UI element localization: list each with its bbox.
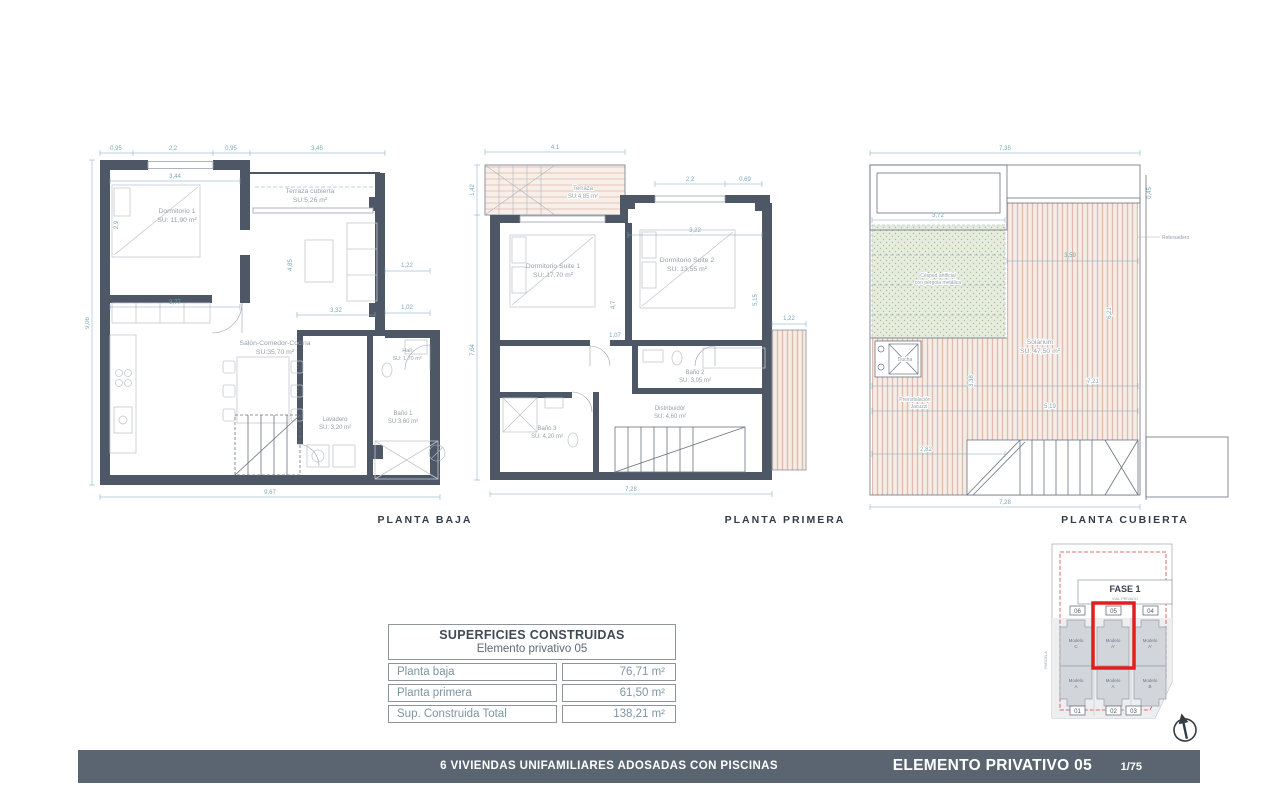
fase-label: FASE 1 <box>1109 584 1141 594</box>
room-area-bano1: SU:3,60 m² <box>387 419 419 425</box>
dim-label: 3,32 <box>330 308 342 314</box>
dim-label: 4,1 <box>550 145 560 151</box>
fase-sublabel: VIAL PRIVADO <box>1112 597 1138 601</box>
room-label-solarium: Solárium <box>1026 339 1054 346</box>
unit-number: 05 <box>1110 609 1117 615</box>
room-area-lavadero: SU: 3,20 m² <box>318 425 352 431</box>
table-row <box>388 705 676 723</box>
footer-sheet-title: ELEMENTO PRIVATIVO 05 <box>892 757 1092 774</box>
dim-label: 9,06 <box>85 317 91 329</box>
dim-label: 7,35 <box>999 146 1011 152</box>
dim-label: 3,38 <box>969 375 975 387</box>
dim-label: 0,95 <box>110 146 122 152</box>
unit-number: 03 <box>1130 709 1137 715</box>
dim-label: 3,45 <box>311 146 323 152</box>
surfaces-table <box>388 624 676 723</box>
room-area-dormitorio1: SU: 11,90 m² <box>157 217 197 224</box>
surfaces-table-title: SUPERFICIES CONSTRUIDAS <box>439 628 625 642</box>
room-area-distribuidor: SU: 4,60 m² <box>653 414 687 420</box>
model-word: Modelo <box>1105 638 1121 643</box>
plan-title-baja: PLANTA BAJA <box>377 514 473 526</box>
model-letter: B <box>1148 684 1152 689</box>
plan-title-primera: PLANTA PRIMERA <box>724 514 846 526</box>
room-label-bano3: Baño 3 <box>537 426 557 432</box>
surfaces-table-subtitle: Elemento privativo 05 <box>476 643 588 655</box>
room-area-terraza1p: SU:4,85 m² <box>567 194 599 200</box>
room-label-lavadero: Lavadero <box>322 417 348 423</box>
model-letter: C <box>1074 644 1078 649</box>
table-row <box>388 684 676 702</box>
room-label-terraza1p: Terraza <box>572 186 594 192</box>
row-value-planta-baja: 76,71 m² <box>562 663 676 681</box>
model-word: Modelo <box>1068 638 1084 643</box>
model-word: Modelo <box>1142 638 1158 643</box>
room-label-ducha: Ducha <box>897 357 913 363</box>
row-value-total: 138,21 m² <box>562 705 676 723</box>
dim-label: 7,28 <box>625 487 637 493</box>
unit-number: 04 <box>1147 609 1154 615</box>
room-label-terraza: Terraza cubierta <box>285 188 335 195</box>
row-label-planta-baja: Planta baja <box>388 663 557 681</box>
label-cesped-1: Césped artificial <box>920 273 956 279</box>
room-area-salon: SU:35,70 m² <box>255 349 295 356</box>
dim-label: 7,28 <box>999 500 1011 506</box>
model-letter: A' <box>1111 644 1115 649</box>
dim-label: 2,2 <box>168 146 178 152</box>
label-rebosadero: Rebosadero <box>1162 235 1190 241</box>
dim-label: 1,22 <box>783 316 795 322</box>
north-arrow-icon <box>1171 711 1198 743</box>
label-preinstalacion: Preinstalación <box>899 397 931 403</box>
footer-project-title: 6 VIVIENDAS UNIFAMILIARES ADOSADAS CON PISCINAS <box>440 760 778 772</box>
dim-label: 1,02 <box>401 305 413 311</box>
model-letter: A <box>1111 684 1115 689</box>
stairs-cubierta <box>967 440 1138 495</box>
room-area-suite1: SU: 17,70 m² <box>532 272 574 279</box>
dim-label: 2,2 <box>685 177 695 183</box>
label-jacuzzi: Jacuzzi <box>910 404 928 410</box>
house-blocks <box>1060 620 1166 706</box>
room-label-bano2: Baño 2 <box>685 370 705 376</box>
dim-label: 3,77 <box>169 300 181 306</box>
unit-number: 06 <box>1074 609 1081 615</box>
row-label-planta-primera: Planta primera <box>388 684 557 702</box>
stairs-primera <box>615 427 745 472</box>
dim-label: 5,19 <box>1044 404 1056 410</box>
label-cesped-2: con pérgola metálica <box>914 280 962 286</box>
row-label-total: Sup. Construida Total <box>388 705 557 723</box>
unit-number: 02 <box>1110 709 1117 715</box>
window-dormitorio1 <box>148 162 213 169</box>
window-suite2 <box>655 196 725 202</box>
footer-page-number: 1/75 <box>1120 761 1142 773</box>
room-label-dormitorio1: Dormitorio 1 <box>158 208 196 215</box>
floor-plan-planta-baja <box>85 145 465 520</box>
room-area-hall: SU: 1,70 m² <box>392 356 422 362</box>
room-area-suite2: SU: 13,55 m² <box>666 266 708 273</box>
room-area-bano2: SU: 3,05 m² <box>678 378 712 384</box>
deck-strip <box>772 330 806 470</box>
room-label-suite2: Dormitorio Suite 2 <box>659 257 715 264</box>
row-value-planta-primera: 61,50 m² <box>562 684 676 702</box>
model-letter: A <box>1074 684 1078 689</box>
plan-title-cubierta: PLANTA CUBIERTA <box>1061 514 1189 526</box>
sliding-door-terraza <box>253 208 373 213</box>
model-word: Modelo <box>1068 678 1084 683</box>
dim-label: 3,22 <box>689 228 701 234</box>
dim-label: 1,07 <box>609 333 621 339</box>
unit-number: 01 <box>1074 709 1081 715</box>
room-label-hall: Hall <box>402 348 412 354</box>
dim-label: 9,67 <box>264 490 276 496</box>
model-word: Modelo <box>1105 678 1121 683</box>
surfaces-table-header <box>388 624 676 660</box>
model-word: Modelo <box>1142 678 1158 683</box>
dim-label: 2,9 <box>114 220 120 230</box>
room-label-bano1: Baño 1 <box>393 411 413 417</box>
table-row <box>388 663 676 681</box>
parcela-label: PARCELA <box>1044 651 1048 669</box>
stairs-baja <box>235 415 300 475</box>
dim-label: 6,21 <box>1107 307 1113 319</box>
dim-label: 7,64 <box>470 344 476 356</box>
room-label-distribuidor: Distribuidor <box>654 406 686 412</box>
window-suite1 <box>520 216 605 222</box>
dim-label: 2,82 <box>920 447 932 453</box>
room-area-terraza: SU:5,26 m² <box>292 197 328 204</box>
room-area-bano3: SU: 4,20 m² <box>530 434 564 440</box>
dim-label: 3,44 <box>169 174 181 180</box>
floor-plan-planta-cubierta <box>855 145 1245 520</box>
room-label-salon: Salón-Comedor-Cocina <box>239 340 311 347</box>
footer-bar <box>78 750 1200 783</box>
dim-label: 0,45 <box>1147 187 1153 199</box>
dim-label: 1,22 <box>401 263 413 269</box>
site-key-plan <box>1040 530 1220 750</box>
room-label-suite1: Dormitorio Suite 1 <box>525 263 581 270</box>
dim-label: 1,42 <box>470 184 476 196</box>
unit-tags-top <box>1070 606 1158 615</box>
door-arcs-baja <box>212 303 430 466</box>
room-area-solarium: SU: 47,50 m² <box>1019 348 1061 355</box>
dim-label: 4,85 <box>288 259 294 271</box>
terraza-hatch <box>485 165 625 215</box>
dim-label: 3,72 <box>932 213 944 219</box>
dim-label: 0,69 <box>739 177 751 183</box>
floor-plan-planta-primera <box>465 140 860 525</box>
dim-label: 3,59 <box>1064 253 1076 259</box>
dim-label: 7,21 <box>1087 379 1099 385</box>
model-letter: A' <box>1148 644 1152 649</box>
dim-label: 5,15 <box>753 294 759 306</box>
dim-label: 0,95 <box>225 146 237 152</box>
dim-label: 4,7 <box>611 300 617 310</box>
